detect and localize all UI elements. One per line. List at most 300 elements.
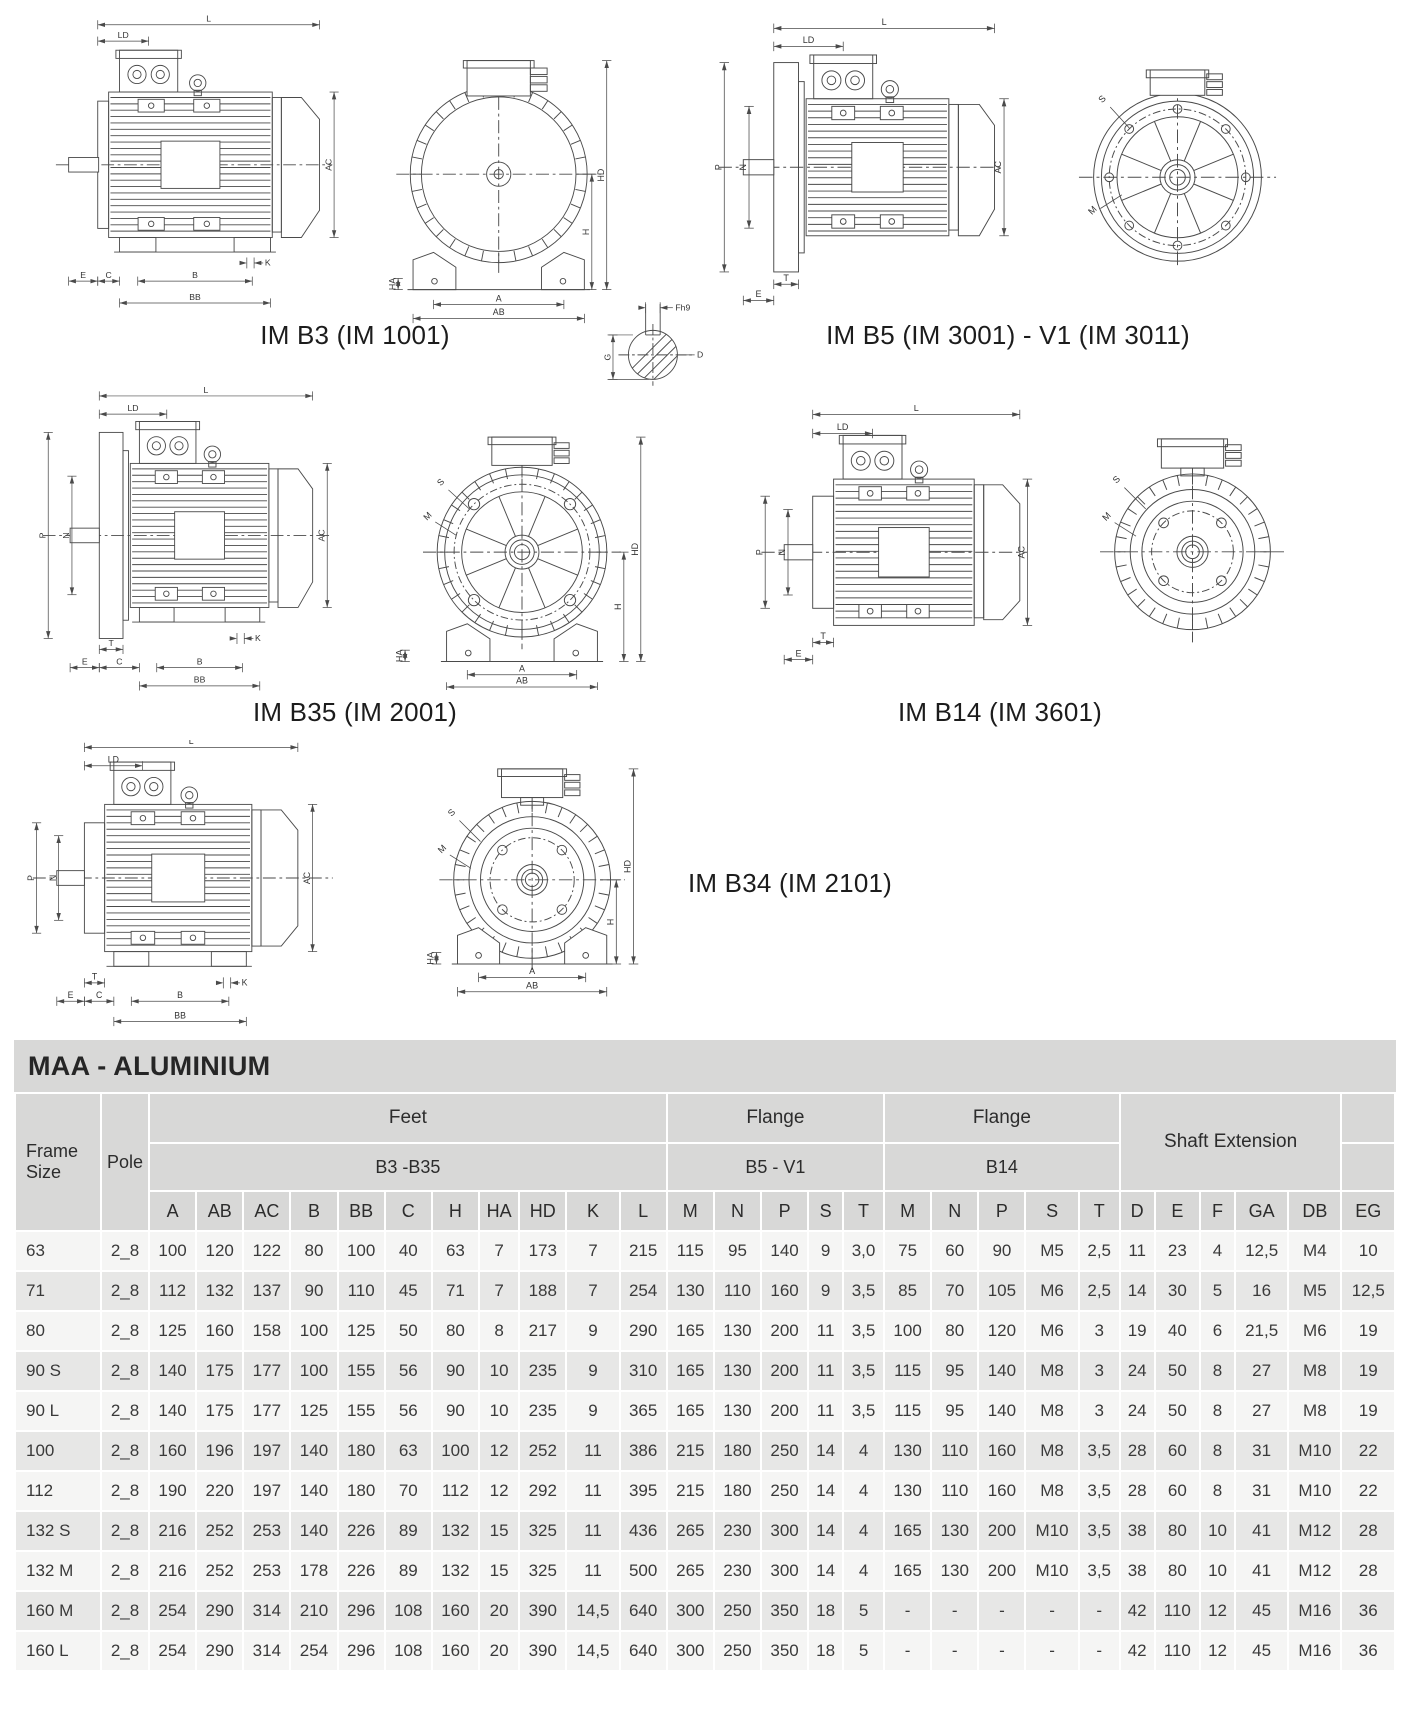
pole-cell: 2_8 bbox=[101, 1511, 149, 1551]
table-cell: 140 bbox=[761, 1231, 808, 1271]
table-cell: 140 bbox=[978, 1391, 1025, 1431]
table-cell: 130 bbox=[714, 1351, 761, 1391]
table-cell: 115 bbox=[884, 1391, 931, 1431]
table-cell: 310 bbox=[620, 1351, 667, 1391]
table-row bbox=[15, 1351, 1395, 1391]
table-cell: M6 bbox=[1025, 1311, 1078, 1351]
table-cell: 16 bbox=[1235, 1271, 1288, 1311]
table-cell: 115 bbox=[667, 1231, 714, 1271]
col-letter-ab-0: AB bbox=[196, 1191, 243, 1231]
pole-cell: 2_8 bbox=[101, 1431, 149, 1471]
table-cell: 80 bbox=[1155, 1551, 1201, 1591]
table-cell: 197 bbox=[243, 1431, 290, 1471]
table-cell: 314 bbox=[243, 1591, 290, 1631]
table-cell: 3,0 bbox=[843, 1231, 884, 1271]
table-cell: 70 bbox=[931, 1271, 978, 1311]
frame-size-header: Frame Size bbox=[15, 1093, 101, 1231]
table-cell: 7 bbox=[566, 1271, 619, 1311]
table-cell: 90 bbox=[432, 1351, 479, 1391]
table-cell: 175 bbox=[196, 1351, 243, 1391]
table-cell: 108 bbox=[385, 1631, 432, 1671]
table-cell: M8 bbox=[1025, 1431, 1078, 1471]
table-cell: 24 bbox=[1120, 1351, 1155, 1391]
table-cell: 14 bbox=[808, 1471, 843, 1511]
col-letter-bb-0: BB bbox=[338, 1191, 385, 1231]
table-cell: 12,5 bbox=[1341, 1271, 1395, 1311]
dim-label-n-icon: N bbox=[777, 548, 788, 556]
motor-drawing-b35-front-view bbox=[390, 435, 654, 695]
table-cell: 160 bbox=[978, 1431, 1025, 1471]
caption-im-b5: IM B5 (IM 3001) - V1 (IM 3011) bbox=[826, 320, 1190, 350]
frame-size-cell: 90 L bbox=[15, 1391, 101, 1431]
dim-label-l-icon: L bbox=[188, 740, 194, 747]
table-cell: 130 bbox=[931, 1511, 978, 1551]
dimension-table bbox=[14, 1092, 1396, 1672]
col-letter-ha-0: HA bbox=[479, 1191, 519, 1231]
table-cell: 8 bbox=[1200, 1351, 1235, 1391]
dim-label-t-icon: T bbox=[820, 631, 826, 642]
table-cell: 70 bbox=[385, 1471, 432, 1511]
table-cell: 50 bbox=[1155, 1391, 1201, 1431]
table-cell: 125 bbox=[338, 1311, 385, 1351]
dim-label-bb-icon: BB bbox=[189, 291, 201, 302]
table-cell: 130 bbox=[667, 1271, 714, 1311]
table-cell: 235 bbox=[519, 1351, 566, 1391]
col-letter-hd-0: HD bbox=[519, 1191, 566, 1231]
dim-label-a-icon: A bbox=[495, 293, 502, 304]
dim-label-ha-icon: HA bbox=[387, 277, 398, 291]
table-cell: 254 bbox=[290, 1631, 337, 1671]
table-cell: 11 bbox=[566, 1431, 619, 1471]
table-cell: 130 bbox=[884, 1471, 931, 1511]
table-cell: 15 bbox=[479, 1551, 519, 1591]
col-letter-eg-4: EG bbox=[1341, 1191, 1395, 1231]
table-cell: 24 bbox=[1120, 1391, 1155, 1431]
dim-label-hd-icon: HD bbox=[629, 542, 640, 556]
dim-label-p-icon: P bbox=[754, 549, 765, 556]
group-flange-b5: Flange bbox=[667, 1093, 884, 1143]
table-cell: 296 bbox=[338, 1591, 385, 1631]
table-cell: M6 bbox=[1025, 1271, 1078, 1311]
table-cell: 14,5 bbox=[566, 1591, 619, 1631]
table-cell: 500 bbox=[620, 1551, 667, 1591]
table-cell: 215 bbox=[667, 1471, 714, 1511]
table-cell: 177 bbox=[243, 1351, 290, 1391]
table-cell: 252 bbox=[519, 1431, 566, 1471]
table-cell: 38 bbox=[1120, 1511, 1155, 1551]
frame-size-cell: 100 bbox=[15, 1431, 101, 1471]
table-cell: - bbox=[931, 1591, 978, 1631]
table-cell: 265 bbox=[667, 1551, 714, 1591]
table-cell: 11 bbox=[808, 1391, 843, 1431]
dim-label-a-icon: A bbox=[519, 663, 525, 674]
table-cell: 140 bbox=[978, 1351, 1025, 1391]
table-cell: 3 bbox=[1079, 1351, 1120, 1391]
table-cell: 252 bbox=[196, 1551, 243, 1591]
table-cell: 11 bbox=[566, 1551, 619, 1591]
table-cell: 130 bbox=[931, 1551, 978, 1591]
table-cell: 155 bbox=[338, 1351, 385, 1391]
table-cell: M8 bbox=[1025, 1391, 1078, 1431]
table-cell: 640 bbox=[620, 1631, 667, 1671]
table-cell: 10 bbox=[1341, 1231, 1395, 1271]
table-cell: 9 bbox=[566, 1311, 619, 1351]
dim-label-s-icon: S bbox=[1110, 473, 1123, 486]
table-cell: 95 bbox=[931, 1391, 978, 1431]
table-cell: 60 bbox=[1155, 1471, 1201, 1511]
table-cell: 252 bbox=[196, 1511, 243, 1551]
table-cell: 190 bbox=[149, 1471, 196, 1511]
col-letter-t-1: T bbox=[843, 1191, 884, 1231]
table-cell: 200 bbox=[761, 1351, 808, 1391]
table-cell: M16 bbox=[1288, 1591, 1341, 1631]
dim-label-t-icon: T bbox=[783, 272, 789, 283]
table-cell: 178 bbox=[290, 1551, 337, 1591]
table-cell: 125 bbox=[290, 1391, 337, 1431]
dim-label-k-icon: K bbox=[241, 977, 248, 988]
col-letter-p-1: P bbox=[761, 1191, 808, 1231]
table-cell: 12 bbox=[479, 1471, 519, 1511]
dim-label-ha-icon: HA bbox=[394, 649, 405, 663]
table-cell: 11 bbox=[1120, 1231, 1155, 1271]
table-cell: 40 bbox=[1155, 1311, 1201, 1351]
table-cell: 220 bbox=[196, 1471, 243, 1511]
table-cell: 180 bbox=[338, 1471, 385, 1511]
table-cell: 254 bbox=[620, 1271, 667, 1311]
table-cell: 4 bbox=[843, 1551, 884, 1591]
table-cell: 10 bbox=[1200, 1511, 1235, 1551]
table-cell: 12 bbox=[479, 1431, 519, 1471]
table-cell: 165 bbox=[884, 1511, 931, 1551]
table-cell: 125 bbox=[149, 1311, 196, 1351]
table-cell: 296 bbox=[338, 1631, 385, 1671]
dim-label-hd-icon: HD bbox=[622, 859, 633, 873]
dim-label-e-icon: E bbox=[81, 656, 88, 667]
table-cell: 90 bbox=[290, 1271, 337, 1311]
table-cell: 100 bbox=[338, 1231, 385, 1271]
table-cell: 216 bbox=[149, 1551, 196, 1591]
pole-cell: 2_8 bbox=[101, 1391, 149, 1431]
dimension-table-section bbox=[14, 1040, 1396, 1672]
table-cell: 14,5 bbox=[566, 1631, 619, 1671]
table-row bbox=[15, 1551, 1395, 1591]
table-cell: - bbox=[884, 1631, 931, 1671]
col-letter-n-2: N bbox=[931, 1191, 978, 1231]
col-letter-p-2: P bbox=[978, 1191, 1025, 1231]
table-cell: M10 bbox=[1288, 1471, 1341, 1511]
table-cell: 200 bbox=[978, 1551, 1025, 1591]
table-cell: 200 bbox=[761, 1311, 808, 1351]
table-cell: 215 bbox=[667, 1431, 714, 1471]
table-cell: 71 bbox=[432, 1271, 479, 1311]
pole-cell: 2_8 bbox=[101, 1471, 149, 1511]
table-cell: 314 bbox=[243, 1631, 290, 1671]
table-cell: 80 bbox=[1155, 1511, 1201, 1551]
table-cell: 8 bbox=[1200, 1391, 1235, 1431]
table-cell: 9 bbox=[808, 1271, 843, 1311]
table-cell: 60 bbox=[931, 1231, 978, 1271]
table-cell: 22 bbox=[1341, 1471, 1395, 1511]
table-cell: 89 bbox=[385, 1511, 432, 1551]
pole-cell: 2_8 bbox=[101, 1231, 149, 1271]
table-cell: 60 bbox=[1155, 1431, 1201, 1471]
group-eg-empty bbox=[1341, 1093, 1395, 1143]
table-cell: 21,5 bbox=[1235, 1311, 1288, 1351]
table-cell: 110 bbox=[931, 1431, 978, 1471]
table-cell: 41 bbox=[1235, 1511, 1288, 1551]
table-cell: 350 bbox=[761, 1631, 808, 1671]
dim-label-d-icon: D bbox=[696, 349, 704, 360]
dim-label-n-icon: N bbox=[61, 532, 72, 539]
table-cell: 3 bbox=[1079, 1391, 1120, 1431]
table-cell: 28 bbox=[1341, 1511, 1395, 1551]
dim-label-s-icon: S bbox=[1096, 93, 1108, 105]
col-letter-m-2: M bbox=[884, 1191, 931, 1231]
table-cell: 90 bbox=[978, 1231, 1025, 1271]
dim-label-p-icon: P bbox=[25, 875, 36, 881]
dim-label-k-icon: K bbox=[255, 633, 261, 644]
dim-label-ac-icon: AC bbox=[323, 158, 334, 171]
table-cell: 105 bbox=[978, 1271, 1025, 1311]
table-cell: 110 bbox=[1155, 1631, 1201, 1671]
table-cell: - bbox=[1025, 1591, 1078, 1631]
table-cell: 42 bbox=[1120, 1631, 1155, 1671]
table-cell: 50 bbox=[1155, 1351, 1201, 1391]
table-cell: 132 bbox=[196, 1271, 243, 1311]
table-cell: 300 bbox=[667, 1631, 714, 1671]
dim-label-m-icon: M bbox=[1100, 510, 1113, 523]
col-letter-f-3: F bbox=[1200, 1191, 1235, 1231]
frame-size-cell: 160 L bbox=[15, 1631, 101, 1671]
table-cell: 112 bbox=[149, 1271, 196, 1311]
table-cell: 14 bbox=[808, 1431, 843, 1471]
pole-cell: 2_8 bbox=[101, 1631, 149, 1671]
table-cell: M6 bbox=[1288, 1311, 1341, 1351]
table-cell: 50 bbox=[385, 1311, 432, 1351]
table-cell: 112 bbox=[432, 1471, 479, 1511]
pole-cell: 2_8 bbox=[101, 1551, 149, 1591]
table-cell: 436 bbox=[620, 1511, 667, 1551]
table-cell: 5 bbox=[843, 1591, 884, 1631]
pole-header: Pole bbox=[101, 1093, 149, 1231]
dim-label-k-icon: K bbox=[264, 257, 271, 268]
table-body bbox=[15, 1231, 1395, 1671]
table-title: MAA - ALUMINIUM bbox=[14, 1040, 1396, 1092]
table-cell: 36 bbox=[1341, 1631, 1395, 1671]
dim-label-ld-icon: LD bbox=[107, 754, 119, 765]
table-cell: 325 bbox=[519, 1551, 566, 1591]
table-cell: 110 bbox=[931, 1471, 978, 1511]
dim-label-c-icon: C bbox=[95, 990, 103, 1001]
dim-label-ld-icon: LD bbox=[127, 402, 139, 413]
dim-label-ac-icon: AC bbox=[301, 871, 312, 885]
table-cell: 12,5 bbox=[1235, 1231, 1288, 1271]
dim-label-bb-icon: BB bbox=[193, 674, 206, 685]
dim-label-b-icon: B bbox=[177, 990, 183, 1001]
table-row bbox=[15, 1431, 1395, 1471]
col-letter-h-0: H bbox=[432, 1191, 479, 1231]
table-cell: M16 bbox=[1288, 1631, 1341, 1671]
table-cell: - bbox=[884, 1591, 931, 1631]
pole-cell: 2_8 bbox=[101, 1351, 149, 1391]
dim-label-ac-icon: AC bbox=[316, 529, 327, 542]
table-cell: 188 bbox=[519, 1271, 566, 1311]
table-cell: M8 bbox=[1288, 1351, 1341, 1391]
table-cell: 173 bbox=[519, 1231, 566, 1271]
table-cell: - bbox=[1025, 1631, 1078, 1671]
table-cell: 110 bbox=[338, 1271, 385, 1311]
table-cell: M8 bbox=[1288, 1391, 1341, 1431]
dim-label-hd-icon: HD bbox=[595, 168, 606, 182]
table-cell: 11 bbox=[566, 1471, 619, 1511]
table-cell: 80 bbox=[931, 1311, 978, 1351]
table-cell: 28 bbox=[1120, 1471, 1155, 1511]
col-letter-d-3: D bbox=[1120, 1191, 1155, 1231]
table-row bbox=[15, 1391, 1395, 1431]
table-cell: 7 bbox=[479, 1231, 519, 1271]
table-cell: 290 bbox=[620, 1311, 667, 1351]
motor-drawing-b5-flange-view bbox=[1075, 68, 1280, 273]
table-cell: 253 bbox=[243, 1551, 290, 1591]
table-cell: 3,5 bbox=[843, 1391, 884, 1431]
table-cell: 265 bbox=[667, 1511, 714, 1551]
table-cell: 27 bbox=[1235, 1391, 1288, 1431]
table-cell: 292 bbox=[519, 1471, 566, 1511]
table-row bbox=[15, 1311, 1395, 1351]
column-letters-row bbox=[15, 1191, 1395, 1231]
table-cell: 200 bbox=[978, 1511, 1025, 1551]
table-cell: 22 bbox=[1341, 1431, 1395, 1471]
table-cell: 160 bbox=[432, 1631, 479, 1671]
frame-size-cell: 71 bbox=[15, 1271, 101, 1311]
table-cell: 140 bbox=[290, 1431, 337, 1471]
table-cell: M8 bbox=[1025, 1471, 1078, 1511]
table-cell: 40 bbox=[385, 1231, 432, 1271]
dim-label-m-icon: M bbox=[1086, 204, 1099, 217]
table-cell: 100 bbox=[290, 1311, 337, 1351]
table-cell: 120 bbox=[196, 1231, 243, 1271]
table-header bbox=[15, 1093, 1395, 1231]
dim-label-ac-icon: AC bbox=[993, 160, 1004, 174]
table-cell: 115 bbox=[884, 1351, 931, 1391]
table-cell: 365 bbox=[620, 1391, 667, 1431]
caption-im-b14: IM B14 (IM 3601) bbox=[897, 697, 1103, 727]
table-cell: 3,5 bbox=[843, 1271, 884, 1311]
table-cell: 56 bbox=[385, 1351, 432, 1391]
table-cell: 9 bbox=[808, 1231, 843, 1271]
table-cell: 3,5 bbox=[1079, 1551, 1120, 1591]
table-cell: 390 bbox=[519, 1591, 566, 1631]
table-cell: 6 bbox=[1200, 1311, 1235, 1351]
table-cell: 100 bbox=[432, 1431, 479, 1471]
table-cell: 180 bbox=[714, 1431, 761, 1471]
dim-label-t-icon: T bbox=[108, 638, 114, 649]
dim-label-b-icon: B bbox=[192, 269, 198, 280]
subgroup-b3-b35: B3 -B35 bbox=[149, 1143, 667, 1191]
table-cell: 165 bbox=[884, 1551, 931, 1591]
motor-drawing-b14-front-view bbox=[1095, 435, 1290, 659]
table-cell: 250 bbox=[761, 1431, 808, 1471]
table-cell: 640 bbox=[620, 1591, 667, 1631]
col-letter-n-1: N bbox=[714, 1191, 761, 1231]
table-cell: 14 bbox=[808, 1551, 843, 1591]
table-cell: 177 bbox=[243, 1391, 290, 1431]
table-cell: M10 bbox=[1025, 1511, 1078, 1551]
table-cell: 5 bbox=[1200, 1271, 1235, 1311]
table-cell: 45 bbox=[385, 1271, 432, 1311]
table-cell: 217 bbox=[519, 1311, 566, 1351]
table-cell: 18 bbox=[808, 1591, 843, 1631]
table-cell: 215 bbox=[620, 1231, 667, 1271]
table-cell: 108 bbox=[385, 1591, 432, 1631]
dim-label-l-icon: L bbox=[913, 405, 919, 414]
pole-cell: 2_8 bbox=[101, 1271, 149, 1311]
table-cell: 4 bbox=[843, 1431, 884, 1471]
table-cell: 9 bbox=[566, 1391, 619, 1431]
table-cell: 3,5 bbox=[1079, 1431, 1120, 1471]
table-cell: M12 bbox=[1288, 1511, 1341, 1551]
table-cell: 395 bbox=[620, 1471, 667, 1511]
subgroup-eg-empty bbox=[1341, 1143, 1395, 1191]
table-cell: 28 bbox=[1120, 1431, 1155, 1471]
table-cell: 56 bbox=[385, 1391, 432, 1431]
table-cell: 100 bbox=[149, 1231, 196, 1271]
table-row bbox=[15, 1471, 1395, 1511]
table-cell: 10 bbox=[479, 1351, 519, 1391]
table-cell: M5 bbox=[1288, 1271, 1341, 1311]
table-cell: 254 bbox=[149, 1631, 196, 1671]
dim-label-n-icon: N bbox=[738, 163, 749, 171]
frame-size-cell: 132 M bbox=[15, 1551, 101, 1591]
table-cell: 390 bbox=[519, 1631, 566, 1671]
table-cell: 3 bbox=[1079, 1311, 1120, 1351]
table-cell: 11 bbox=[566, 1511, 619, 1551]
dim-label-s-icon: S bbox=[445, 806, 458, 819]
table-cell: 110 bbox=[1155, 1591, 1201, 1631]
table-cell: 216 bbox=[149, 1511, 196, 1551]
frame-size-cell: 112 bbox=[15, 1471, 101, 1511]
table-cell: 20 bbox=[479, 1591, 519, 1631]
table-cell: 80 bbox=[290, 1231, 337, 1271]
table-cell: 95 bbox=[931, 1351, 978, 1391]
table-cell: 18 bbox=[808, 1631, 843, 1671]
table-cell: 158 bbox=[243, 1311, 290, 1351]
table-cell: 8 bbox=[1200, 1431, 1235, 1471]
dim-label-a-icon: A bbox=[529, 966, 536, 977]
table-cell: 300 bbox=[761, 1551, 808, 1591]
dim-label-e-icon: E bbox=[67, 990, 74, 1001]
table-cell: 7 bbox=[566, 1231, 619, 1271]
frame-size-cell: 160 M bbox=[15, 1591, 101, 1631]
dim-label-ab-icon: AB bbox=[526, 980, 539, 991]
table-cell: 3,5 bbox=[1079, 1471, 1120, 1511]
table-cell: 2,5 bbox=[1079, 1271, 1120, 1311]
dim-label-s-icon: S bbox=[435, 476, 447, 488]
table-cell: M10 bbox=[1025, 1551, 1078, 1591]
table-cell: 386 bbox=[620, 1431, 667, 1471]
table-cell: 226 bbox=[338, 1551, 385, 1591]
table-cell: 38 bbox=[1120, 1551, 1155, 1591]
table-cell: 300 bbox=[667, 1591, 714, 1631]
table-cell: 31 bbox=[1235, 1471, 1288, 1511]
col-letter-b-0: B bbox=[290, 1191, 337, 1231]
subgroup-b14: B14 bbox=[884, 1143, 1120, 1191]
group-feet: Feet bbox=[149, 1093, 667, 1143]
dim-label-ha-icon: HA bbox=[425, 951, 436, 965]
col-letter-ac-0: AC bbox=[243, 1191, 290, 1231]
table-cell: 5 bbox=[843, 1631, 884, 1671]
table-cell: 250 bbox=[761, 1471, 808, 1511]
